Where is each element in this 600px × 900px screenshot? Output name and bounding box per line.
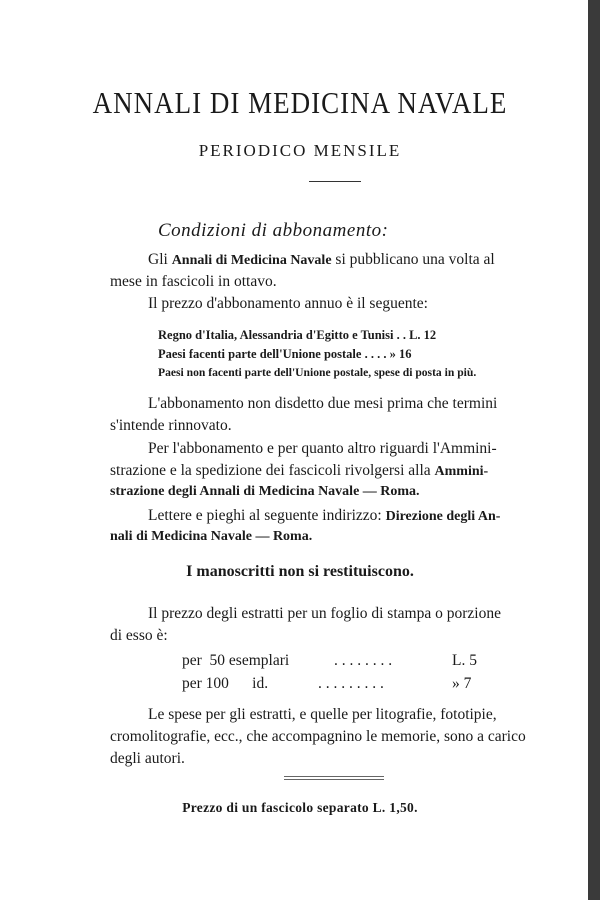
footer-divider-1 (284, 776, 384, 777)
offprint-row-100-price: » 7 (452, 675, 472, 692)
offprints-costs-line-2: cromolitografie, ecc., che accompagnino le memorie, sono a carico (110, 728, 526, 745)
offprint-row-50-label: per 50 esemplari (182, 652, 290, 669)
offprint-row-100-dots: . . . . . . . . . (318, 675, 384, 692)
offprint-row-100-label: per 100 id. (182, 675, 269, 692)
rate-postal-union: Paesi facenti parte dell'Unione postale . . . . » 16 (158, 347, 412, 361)
renewal-line-2: s'intende rinnovato. (110, 417, 232, 434)
offprint-row-50-dots: . . . . . . . . (334, 652, 393, 669)
admin-line-2: strazione e la spedizione dei fascicoli rivolgersi alla Ammini- (110, 462, 489, 479)
title-divider (309, 181, 361, 182)
offprint-row-50-price: L. 5 (452, 652, 477, 669)
offprints-costs-line-3: degli autori. (110, 750, 185, 767)
page-edge-shadow (588, 0, 600, 900)
journal-title: ANNALI DI MEDICINA NAVALE (92, 86, 508, 120)
admin-line-3: strazione degli Annali di Medicina Navale — Roma. (110, 484, 420, 499)
subscription-intro-line-1: Gli Annali di Medicina Navale si pubblicano una volta al (148, 251, 495, 268)
subscription-intro-line-2: mese in fascicoli in ottavo. (110, 273, 277, 290)
journal-subtitle: PERIODICO MENSILE (198, 141, 402, 160)
subscription-heading: Condizioni di abbonamento: (158, 220, 389, 241)
admin-line-1: Per l'abbonamento e per quanto altro riguardi l'Ammini- (148, 440, 497, 457)
rate-non-postal-union: Paesi non facenti parte dell'Unione postale, spese di posta in più. (158, 366, 477, 379)
rate-italy: Regno d'Italia, Alessandria d'Egitto e Tunisi . . L. 12 (158, 328, 437, 342)
footer-price: Prezzo di un fascicolo separato L. 1,50. (182, 800, 418, 815)
footer-divider-2 (284, 779, 384, 780)
subscription-intro-line-3: Il prezzo d'abbonamento annuo è il seguente: (148, 295, 428, 312)
letters-line-1: Lettere e pieghi al seguente indirizzo: Direzione degli An- (148, 507, 501, 524)
letters-line-2: nali di Medicina Navale — Roma. (110, 529, 313, 544)
offprints-costs-line-1: Le spese per gli estratti, e quelle per litografie, fototipie, (148, 706, 497, 723)
renewal-line-1: L'abbonamento non disdetto due mesi prima che termini (148, 395, 498, 412)
manuscripts-notice: I manoscritti non si restituiscono. (186, 563, 414, 580)
offprints-intro-line-2: di esso è: (110, 627, 168, 644)
offprints-intro-line-1: Il prezzo degli estratti per un foglio di stampa o porzione (148, 605, 501, 622)
